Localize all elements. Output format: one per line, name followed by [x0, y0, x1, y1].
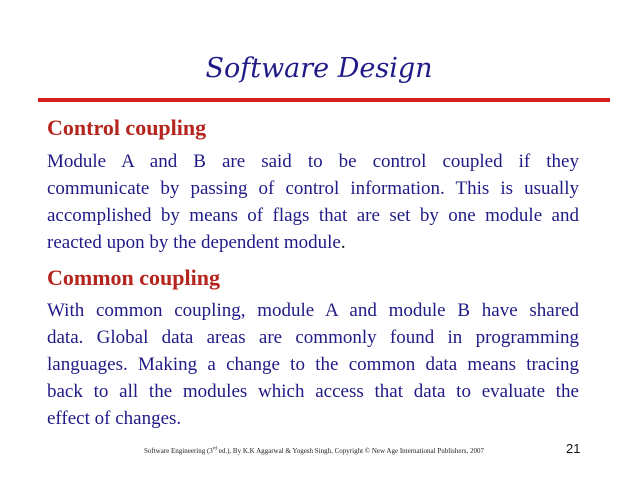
footer-text-end: ed.), By K.K Aggarwal & Yogesh Singh, Copyright © New Age International Publishers, 2007 [216, 447, 485, 455]
control-coupling-heading: Control coupling [47, 115, 207, 140]
paragraph-line-last: effect of changes. [47, 408, 182, 429]
paragraph-line: languages. Making a change to the common data means tracing [47, 354, 579, 375]
paragraph-line: Module A and B are said to be control coupled if they [47, 151, 579, 172]
page-number: 21 [566, 441, 581, 456]
paragraph-line: communicate by passing of control information. This is usually [47, 178, 579, 199]
common-coupling-heading: Common coupling [47, 265, 220, 290]
footer-text-start: Software Engineering (3 [144, 447, 213, 455]
title-divider [38, 98, 610, 102]
paragraph-line: With common coupling, module A and module B have shared [47, 300, 579, 321]
paragraph-line-text: reacted upon by the dependent module [47, 232, 341, 253]
paragraph-line: accomplished by means of flags that are set by one module and [47, 205, 579, 226]
paragraph-end-mark: . [340, 232, 346, 253]
slide-title: Software Design [205, 53, 433, 84]
footer-superscript: rd [212, 446, 217, 452]
paragraph-line-last [47, 229, 579, 256]
paragraph-line: data. Global data areas are commonly found in programming [47, 327, 579, 348]
footer-copyright [144, 446, 484, 456]
common-coupling-paragraph [47, 297, 579, 432]
paragraph-line: back to all the modules which access that data to evaluate the [47, 381, 579, 402]
control-coupling-paragraph [47, 148, 579, 256]
